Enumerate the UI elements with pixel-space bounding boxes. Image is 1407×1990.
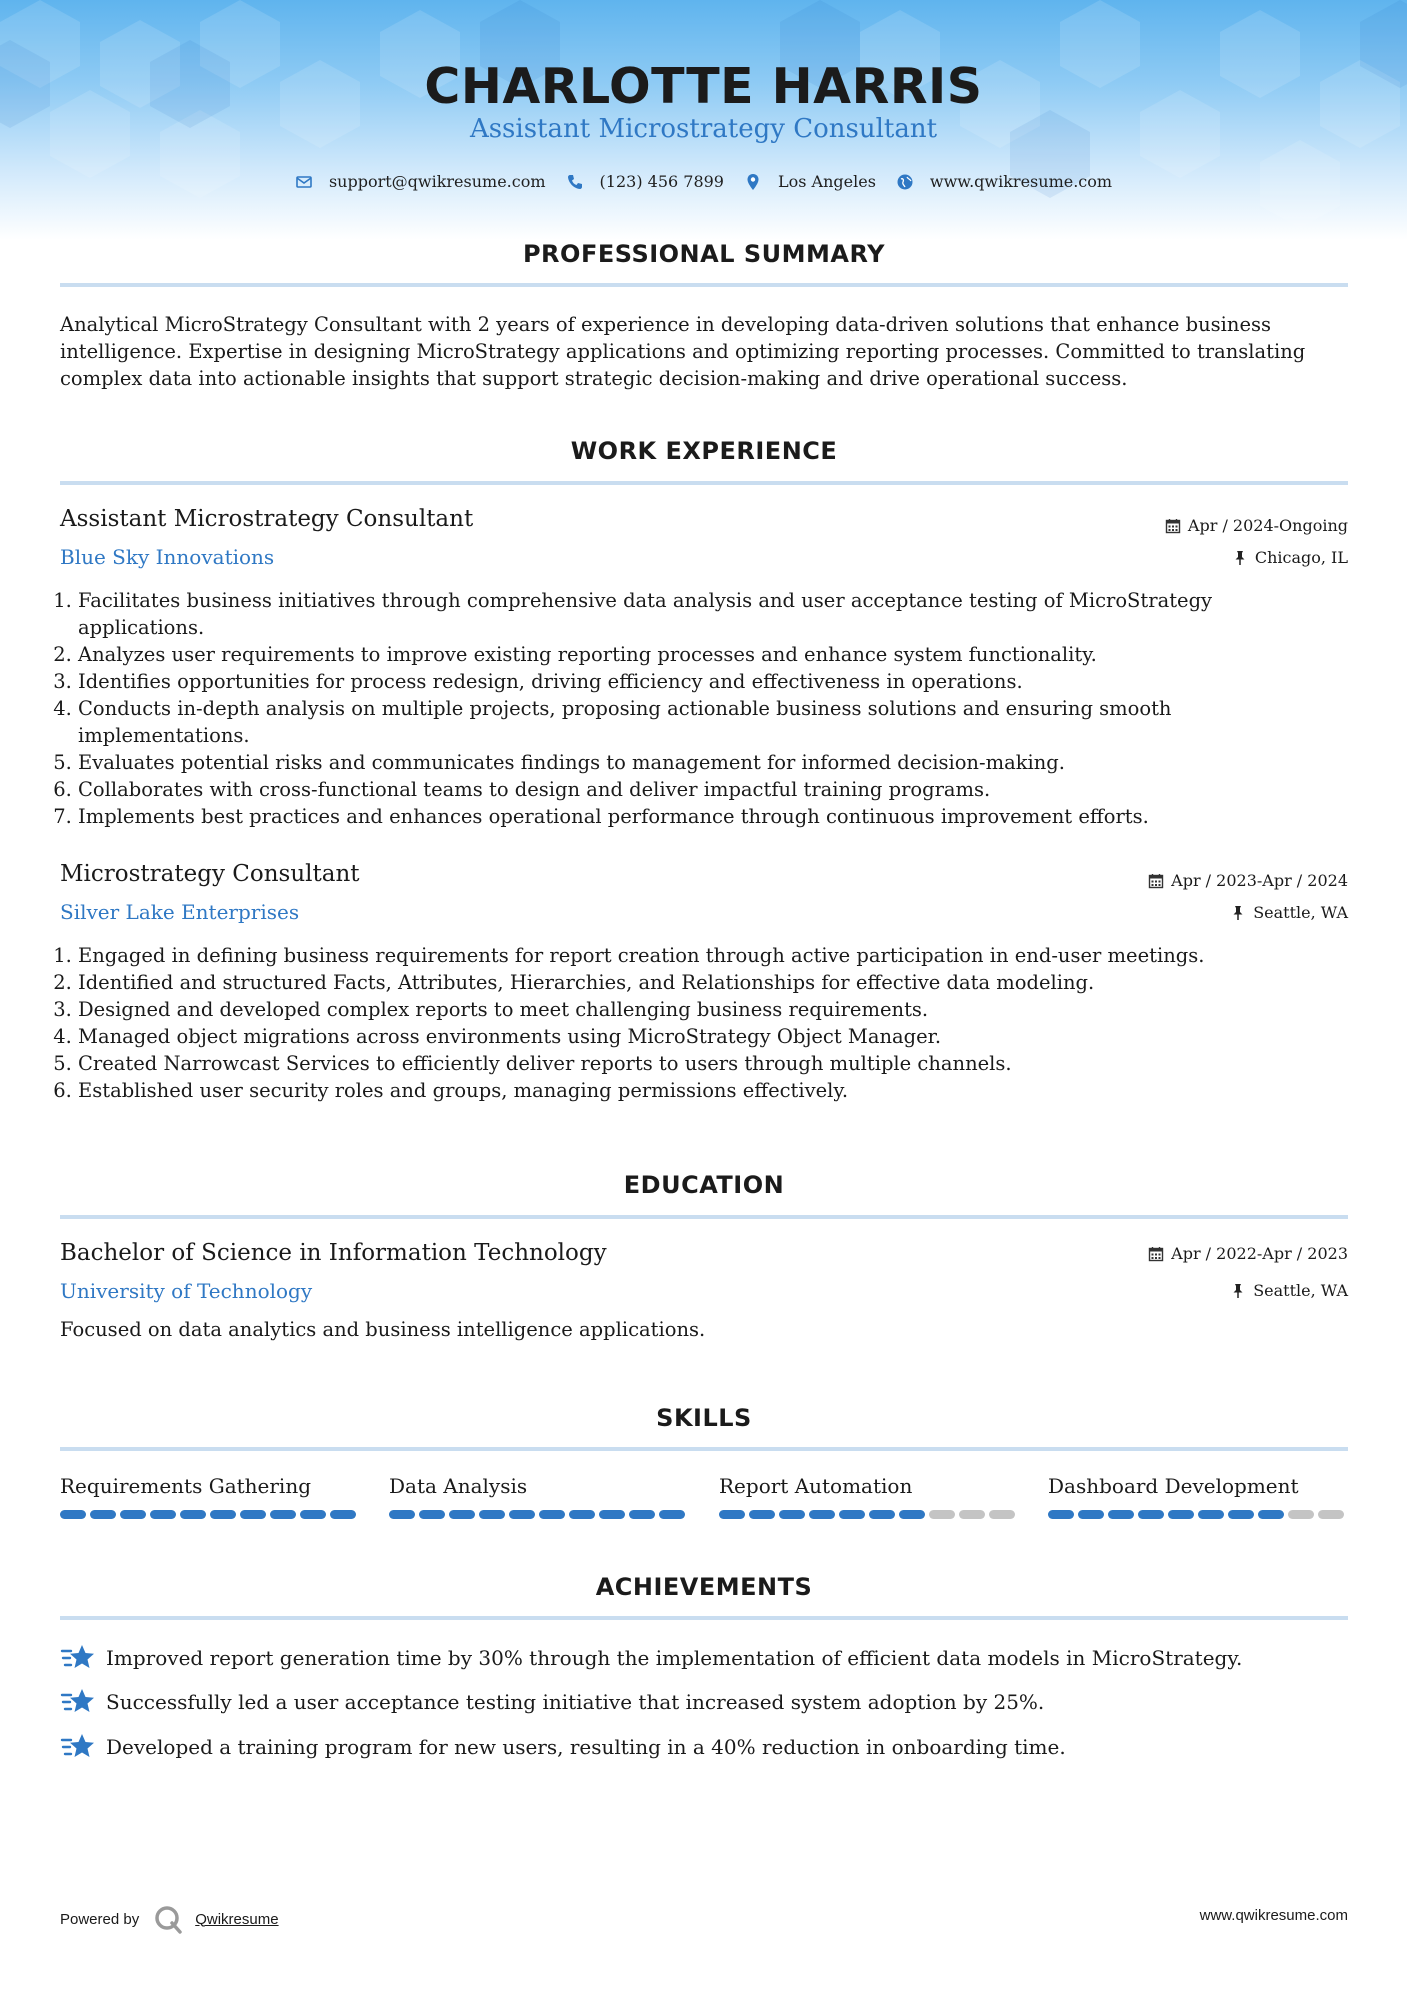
skills-heading: SKILLS [656, 1404, 752, 1432]
skill-dot-filled [1168, 1510, 1194, 1519]
map-pin-icon [744, 173, 762, 191]
skill-dot-filled [389, 1510, 415, 1519]
education-heading: EDUCATION [623, 1171, 785, 1199]
skill-dot-empty [989, 1510, 1015, 1519]
list-item: 7. Implements best practices and enhances operational performance through continuous improvement efforts. [78, 803, 1308, 830]
contact-bar [0, 172, 1407, 191]
contact-website[interactable] [896, 172, 1112, 191]
candidate-title: Assistant Microstrategy Consultant [469, 114, 938, 144]
education-dates-text: Apr / 2022-Apr / 2023 [1171, 1244, 1348, 1263]
contact-location [744, 172, 876, 191]
skill-rating [389, 1510, 689, 1519]
education-divider [60, 1215, 1348, 1219]
achievement-text: Developed a training program for new users, resulting in a 40% reduction in onboarding time. [106, 1735, 1066, 1759]
skill-dot-filled [330, 1510, 356, 1519]
achievement-item [60, 1687, 1348, 1717]
skill-dot-filled [180, 1510, 206, 1519]
skill-dot-filled [90, 1510, 116, 1519]
list-item: 6. Established user security roles and groups, managing permissions effectively. [78, 1077, 1308, 1104]
qwikresume-link[interactable]: Qwikresume [195, 1910, 279, 1928]
list-item: 3. Designed and developed complex reports to meet challenging business requirements. [78, 996, 1308, 1023]
skill-item [389, 1474, 689, 1519]
list-item: 4. Conducts in-depth analysis on multiple projects, proposing actionable business solutions and ensuring smooth implementations. [78, 695, 1308, 749]
skill-dot-filled [599, 1510, 625, 1519]
skill-name: Report Automation [719, 1474, 913, 1498]
list-item: 2. Analyzes user requirements to improve existing reporting processes and enhance system functionality. [78, 641, 1308, 668]
contact-phone-text: (123) 456 7899 [599, 172, 724, 191]
skill-dot-filled [1228, 1510, 1254, 1519]
list-item: 1. Facilitates business initiatives through comprehensive data analysis and user acceptance testing of MicroStrategy applications. [78, 587, 1308, 641]
achievements-divider [60, 1616, 1348, 1620]
skill-dot-filled [779, 1510, 805, 1519]
achievement-item [60, 1643, 1348, 1673]
job-dates [1165, 516, 1348, 535]
skill-name: Requirements Gathering [60, 1474, 312, 1498]
company-name: Silver Lake Enterprises [60, 900, 300, 924]
pushpin-icon [1230, 1283, 1246, 1299]
skills-divider [60, 1447, 1348, 1451]
skill-dot-filled [659, 1510, 685, 1519]
skill-dot-filled [60, 1510, 86, 1519]
skill-dot-filled [809, 1510, 835, 1519]
skill-item [719, 1474, 1019, 1519]
summary-divider [60, 283, 1348, 287]
skill-item [60, 1474, 360, 1519]
list-item: 5. Created Narrowcast Services to efficiently deliver reports to users through multiple channels. [78, 1050, 1308, 1077]
skill-dot-empty [959, 1510, 985, 1519]
skill-dot-filled [1078, 1510, 1104, 1519]
skill-dot-filled [419, 1510, 445, 1519]
job-title: Microstrategy Consultant [60, 861, 360, 887]
education-description: Focused on data analytics and business intelligence applications. [60, 1318, 706, 1341]
powered-by-label: Powered by [60, 1910, 140, 1928]
skill-dot-filled [569, 1510, 595, 1519]
contact-website-text: www.qwikresume.com [929, 172, 1113, 191]
star-icon [60, 1732, 96, 1762]
globe-icon [896, 173, 914, 191]
skill-dot-filled [1198, 1510, 1224, 1519]
skill-dot-filled [749, 1510, 775, 1519]
skill-dot-filled [479, 1510, 505, 1519]
skill-dot-empty [929, 1510, 955, 1519]
skill-dot-filled [629, 1510, 655, 1519]
contact-email[interactable] [295, 172, 546, 191]
star-icon [60, 1643, 96, 1673]
job-bullets [60, 587, 1308, 830]
star-icon [60, 1687, 96, 1717]
calendar-icon [1165, 518, 1181, 534]
job-location-text: Seattle, WA [1253, 903, 1348, 922]
job-dates-text: Apr / 2024-Ongoing [1187, 516, 1348, 535]
list-item: 3. Identifies opportunities for process redesign, driving efficiency and effectiveness in operations. [78, 668, 1308, 695]
experience-heading: WORK EXPERIENCE [570, 437, 838, 465]
skill-dot-filled [1048, 1510, 1074, 1519]
list-item: 1. Engaged in defining business requirements for report creation through active participation in end-user meetings. [78, 942, 1308, 969]
calendar-icon [1148, 873, 1164, 889]
job-location-text: Chicago, IL [1254, 548, 1348, 567]
list-item: 6. Collaborates with cross-functional teams to design and deliver impactful training programs. [78, 776, 1308, 803]
skill-rating [60, 1510, 360, 1519]
skill-dot-filled [899, 1510, 925, 1519]
qwikresume-logo-icon [153, 1904, 183, 1934]
skill-dot-filled [240, 1510, 266, 1519]
job-location [1232, 548, 1348, 567]
skill-name: Data Analysis [389, 1474, 528, 1498]
skill-dot-filled [120, 1510, 146, 1519]
skill-dot-empty [1318, 1510, 1344, 1519]
skill-dot-filled [270, 1510, 296, 1519]
pushpin-icon [1232, 550, 1248, 566]
achievements-heading: ACHIEVEMENTS [595, 1573, 813, 1601]
job-dates-text: Apr / 2023-Apr / 2024 [1171, 871, 1348, 890]
education-location [1230, 1281, 1348, 1300]
skill-dot-filled [869, 1510, 895, 1519]
skill-dot-filled [449, 1510, 475, 1519]
achievement-text: Successfully led a user acceptance testing initiative that increased system adoption by 25%. [106, 1690, 1045, 1714]
list-item: 2. Identified and structured Facts, Attributes, Hierarchies, and Relationships for effective data modeling. [78, 969, 1308, 996]
contact-location-text: Los Angeles [777, 172, 876, 191]
summary-heading: PROFESSIONAL SUMMARY [522, 240, 886, 268]
skill-dot-filled [1138, 1510, 1164, 1519]
skill-item [1048, 1474, 1348, 1519]
education-location-text: Seattle, WA [1253, 1281, 1348, 1300]
experience-divider [60, 481, 1348, 485]
footer-branding [60, 1904, 279, 1934]
school-name: University of Technology [60, 1279, 313, 1303]
education-dates [1148, 1244, 1348, 1263]
candidate-name: CHARLOTTE HARRIS [424, 58, 983, 115]
achievement-item [60, 1732, 1348, 1762]
summary-text: Analytical MicroStrategy Consultant with 2 years of experience in developing data-driven solutions that enhance business intelligence. Expertise in designing MicroStrategy applications and optimizing reporting processes. Committed to translating complex data into actionable insights that support strategic decision-making and drive operational success. [60, 313, 1306, 390]
list-item: 4. Managed object migrations across environments using MicroStrategy Object Manager. [78, 1023, 1308, 1050]
skill-rating [1048, 1510, 1348, 1519]
phone-icon [566, 173, 584, 191]
company-name: Blue Sky Innovations [60, 545, 275, 569]
skill-name: Dashboard Development [1048, 1474, 1299, 1498]
contact-email-text: support@qwikresume.com [328, 172, 546, 191]
skill-dot-filled [539, 1510, 565, 1519]
skill-rating [719, 1510, 1019, 1519]
envelope-icon [295, 173, 313, 191]
contact-phone[interactable] [566, 172, 724, 191]
skill-dot-filled [839, 1510, 865, 1519]
skill-dot-filled [210, 1510, 236, 1519]
job-location [1230, 903, 1348, 922]
achievement-text: Improved report generation time by 30% through the implementation of efficient data models in MicroStrategy. [106, 1646, 1243, 1670]
calendar-icon [1148, 1246, 1164, 1262]
skill-dot-filled [1108, 1510, 1134, 1519]
skill-dot-filled [509, 1510, 535, 1519]
skill-dot-empty [1288, 1510, 1314, 1519]
job-bullets [60, 942, 1308, 1104]
list-item: 5. Evaluates potential risks and communicates findings to management for informed decision-making. [78, 749, 1308, 776]
pushpin-icon [1230, 905, 1246, 921]
skill-dot-filled [1258, 1510, 1284, 1519]
footer-website-link[interactable]: www.qwikresume.com [1199, 1907, 1348, 1924]
skill-dot-filled [150, 1510, 176, 1519]
skill-dot-filled [300, 1510, 326, 1519]
job-title: Assistant Microstrategy Consultant [60, 506, 474, 532]
skill-dot-filled [719, 1510, 745, 1519]
job-dates [1148, 871, 1348, 890]
degree-title: Bachelor of Science in Information Technology [60, 1240, 607, 1266]
